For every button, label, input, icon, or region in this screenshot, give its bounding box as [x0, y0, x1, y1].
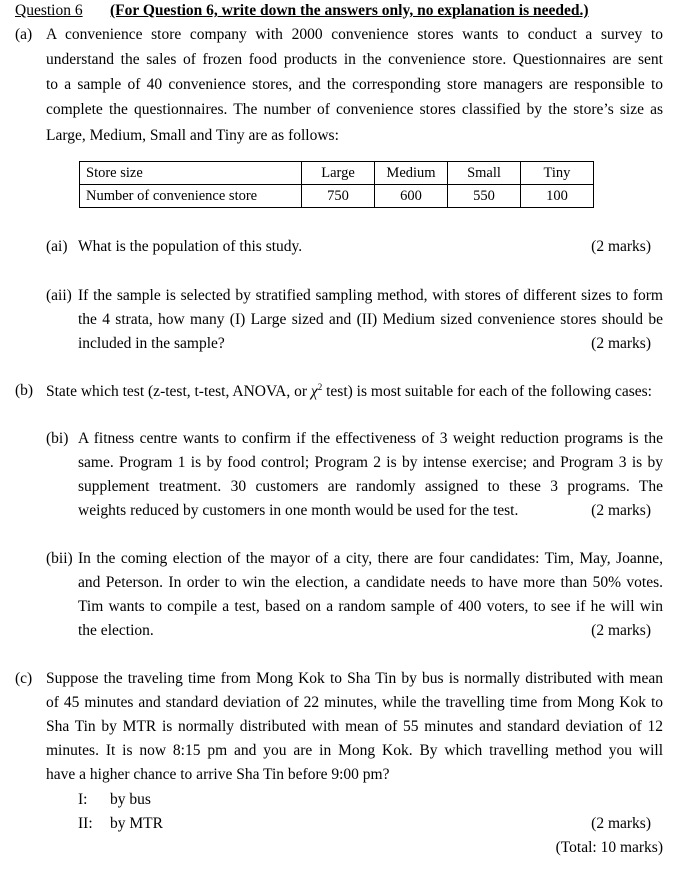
table-header-cell: Store size	[80, 162, 302, 185]
part-aii-line-3: included in the sample?	[78, 335, 225, 352]
part-bii-line-1: In the coming election of the mayor of a city, there are four candidates: Tim, May, Joanne,	[78, 550, 663, 567]
option-label: II:	[78, 815, 93, 832]
part-bii-marks: (2 marks)	[591, 622, 651, 639]
part-bii-line-2: and Peterson. In order to win the election, a candidate needs to have more than 50% votes.	[78, 574, 663, 591]
table-header-cell: Medium	[375, 162, 448, 185]
part-a-line-5: Large, Medium, Small and Tiny are as follows:	[46, 127, 339, 144]
table-header-cell: Tiny	[521, 162, 594, 185]
part-c-line-5: have a higher chance to arrive Sha Tin before 9:00 pm?	[46, 766, 390, 783]
option-text: by MTR	[110, 815, 163, 832]
part-bii-line-3: Tim wants to compile a test, based on a random sample of 400 voters, to see if he will win	[78, 598, 663, 615]
part-bi-line-3: supplement treatment. 30 customers are randomly assigned to these 3 programs. The	[78, 478, 663, 495]
table-row	[80, 185, 594, 208]
part-aii-marks: (2 marks)	[591, 335, 651, 352]
table-header-cell: Small	[448, 162, 521, 185]
total-marks: (Total: 10 marks)	[555, 839, 663, 856]
option-label: I:	[78, 791, 88, 808]
part-a-label: (a)	[15, 26, 33, 43]
part-c-label: (c)	[15, 670, 33, 687]
part-c-line-3: Sha Tin by MTR is normally distributed with mean of 55 minutes and standard deviation of 12	[46, 718, 663, 735]
chi-superscript: 2	[317, 382, 323, 392]
table-cell: Number of convenience store	[80, 185, 302, 208]
part-b-intro-before: State which test (z-test, t-test, ANOVA, or	[46, 383, 311, 400]
part-b-intro	[46, 382, 652, 401]
part-bii-label: (bii)	[46, 550, 73, 567]
part-a-line-4: complete the questionnaires. The number of convenience stores classified by the store’s size as	[46, 101, 663, 118]
part-a-line-3: to a sample of 40 convenience stores, and the corresponding store managers are responsible to	[46, 76, 663, 93]
question-instruction: (For Question 6, write down the answers only, no explanation is needed.)	[110, 2, 589, 19]
table-cell: 550	[448, 185, 521, 208]
part-aii-line-1: If the sample is selected by stratified sampling method, with stores of different sizes to form	[78, 287, 663, 304]
part-aii-label: (aii)	[46, 287, 72, 304]
table-cell: 100	[521, 185, 594, 208]
part-a-line-1: A convenience store company with 2000 convenience stores wants to conduct a survey to	[46, 26, 663, 43]
part-bi-line-1: A fitness centre wants to confirm if the effectiveness of 3 weight reduction programs is the	[78, 430, 663, 447]
part-b-label: (b)	[15, 382, 34, 399]
part-bii-line-4: the election.	[78, 622, 154, 639]
part-ai-marks: (2 marks)	[591, 238, 651, 255]
part-a-line-2: understand the sales of frozen food products in the convenience store. Questionnaires are sent	[46, 51, 663, 68]
part-aii-line-2: the 4 strata, how many (I) Large sized and (II) Medium sized convenience stores should be	[78, 311, 663, 328]
store-size-table	[79, 161, 594, 208]
part-c-line-2: of 45 minutes and standard deviation of 22 minutes, while the travelling time from Mong Kok to	[46, 694, 663, 711]
part-bi-marks: (2 marks)	[591, 502, 651, 519]
part-c-line-4: minutes. It is now 8:15 pm and you are in Mong Kok. By which travelling method you will	[46, 742, 663, 759]
part-bi-line-2: same. Program 1 is by food control; Program 2 is by intense exercise; and Program 3 is by	[78, 454, 663, 471]
table-cell: 600	[375, 185, 448, 208]
option-text: by bus	[110, 791, 151, 808]
table-row	[80, 162, 594, 185]
part-bi-line-4: weights reduced by customers in one month would be used for the test.	[78, 502, 519, 519]
part-b-intro-after: test) is most suitable for each of the following cases:	[322, 383, 652, 400]
part-ai-text: What is the population of this study.	[78, 238, 303, 255]
part-ai-label: (ai)	[46, 238, 68, 255]
table-cell: 750	[302, 185, 375, 208]
part-bi-label: (bi)	[46, 430, 69, 447]
question-number: Question 6	[15, 2, 83, 19]
part-c-line-1: Suppose the traveling time from Mong Kok to Sha Tin by bus is normally distributed with mean	[46, 670, 663, 687]
chi-symbol: χ	[310, 383, 318, 400]
table-header-cell: Large	[302, 162, 375, 185]
part-c-marks: (2 marks)	[591, 815, 651, 832]
